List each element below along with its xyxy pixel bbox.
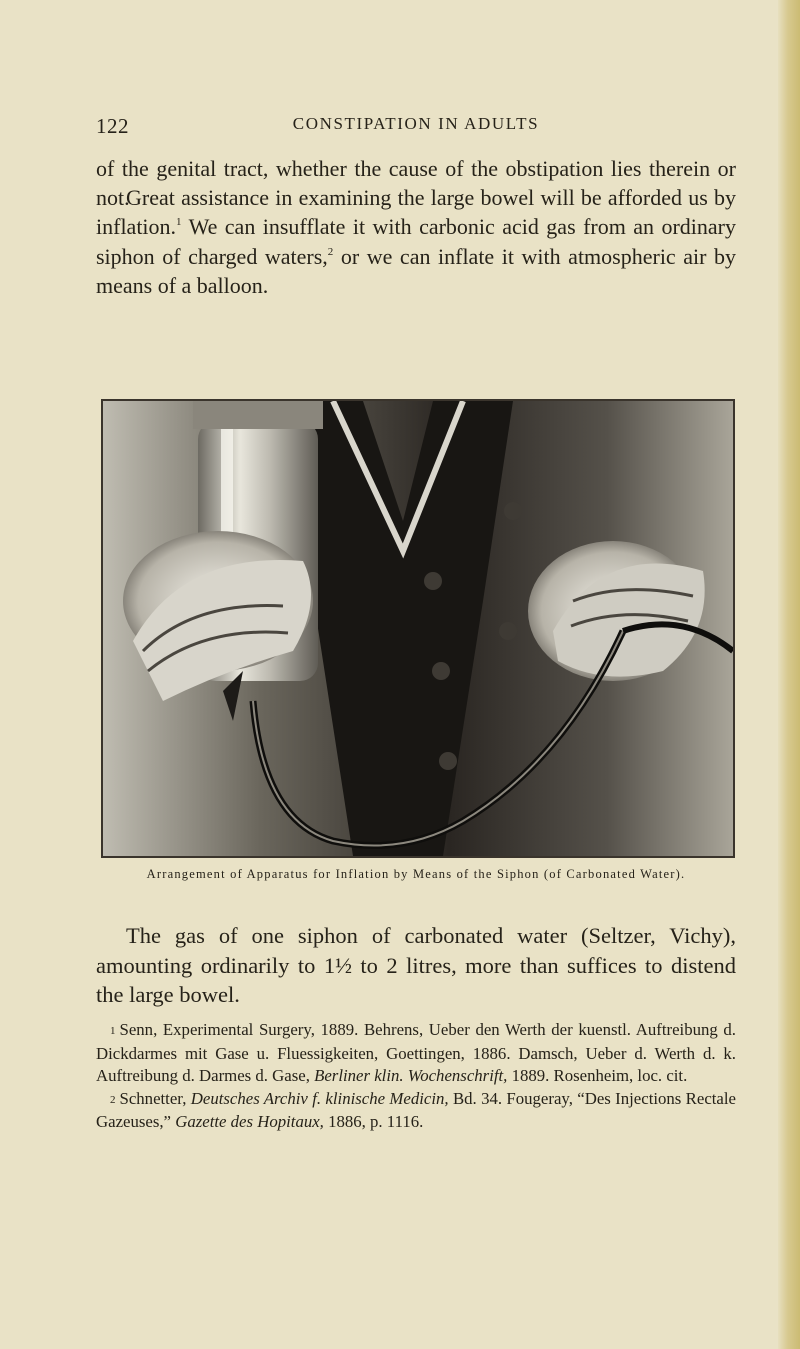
fraction-one-half: ½ — [335, 952, 352, 978]
footnote-2 — [96, 1088, 736, 1134]
paragraph-1-text: of the genital tract, whether the cause of the obstipation lies therein or not. — [96, 156, 736, 211]
figure-photograph — [101, 399, 735, 858]
siphon-apparatus-photo — [103, 401, 733, 856]
footnote-1-text-a: Senn, Experimental Surgery, 1889. Behrens, Ueber den Werth der kuenstl. Auftreibung d. Dickdarmes mit Gase u. Fluessigkeiten, Goettingen, 1886. Damsch, Ueber d. Werth d. k. Auftreibung d. Darmes d. Gase, — [96, 1020, 736, 1086]
footnote-2-text-c: 1886, p. 1116. — [323, 1112, 424, 1132]
paragraph-3-part1: The gas of one siphon of carbonated water (Seltzer, Vichy), amounting ordinarily to 1 — [96, 923, 736, 978]
footnote-2-journal-2: Gazette des Hopitaux, — [175, 1112, 324, 1132]
paragraph-3 — [96, 921, 736, 1010]
paragraph-3-part2: to 2 litres, more than suffices to distend the large bowel. — [96, 952, 737, 1007]
footnotes — [96, 1019, 736, 1134]
footnote-1-text-b: 1889. Rosenheim, loc. cit. — [507, 1066, 688, 1086]
footnote-1-mark: 1 — [110, 1025, 116, 1037]
footnote-ref-2: 2 — [327, 245, 334, 258]
paragraph-2-part3: or we can inflate it with atmospheric air by means of a balloon. — [96, 243, 737, 298]
page-edge — [778, 0, 800, 1349]
footnote-1-journal: Berliner klin. Wochenschrift, — [314, 1066, 508, 1086]
footnote-1 — [96, 1019, 736, 1088]
paragraph-2 — [96, 183, 736, 300]
paragraph-2-part1: Great assistance in examining the large bowel will be afforded us by inflation. — [96, 185, 736, 240]
paragraph-2-part2: We can insufflate it with carbonic acid gas from an ordinary siphon of charged waters, — [96, 214, 736, 269]
footnote-2-mark: 2 — [110, 1093, 116, 1106]
footnote-2-text-b: Bd. 34. Fougeray, “Des Injections Rectale Gazeuses,” — [96, 1088, 736, 1132]
footnote-2-journal-1: Deutsches Archiv f. klinische Medicin, — [190, 1088, 449, 1108]
page-number: 122 — [96, 114, 129, 138]
running-title: CONSTIPATION IN ADULTS — [292, 114, 540, 133]
footnote-2-text-a: Schnetter, — [119, 1088, 191, 1108]
footnote-ref-1: 1 — [176, 216, 182, 229]
figure-caption: Arrangement of Apparatus for Inflation by Means of the Siphon (of Carbonated Water). — [146, 867, 686, 881]
page-header — [96, 114, 736, 144]
